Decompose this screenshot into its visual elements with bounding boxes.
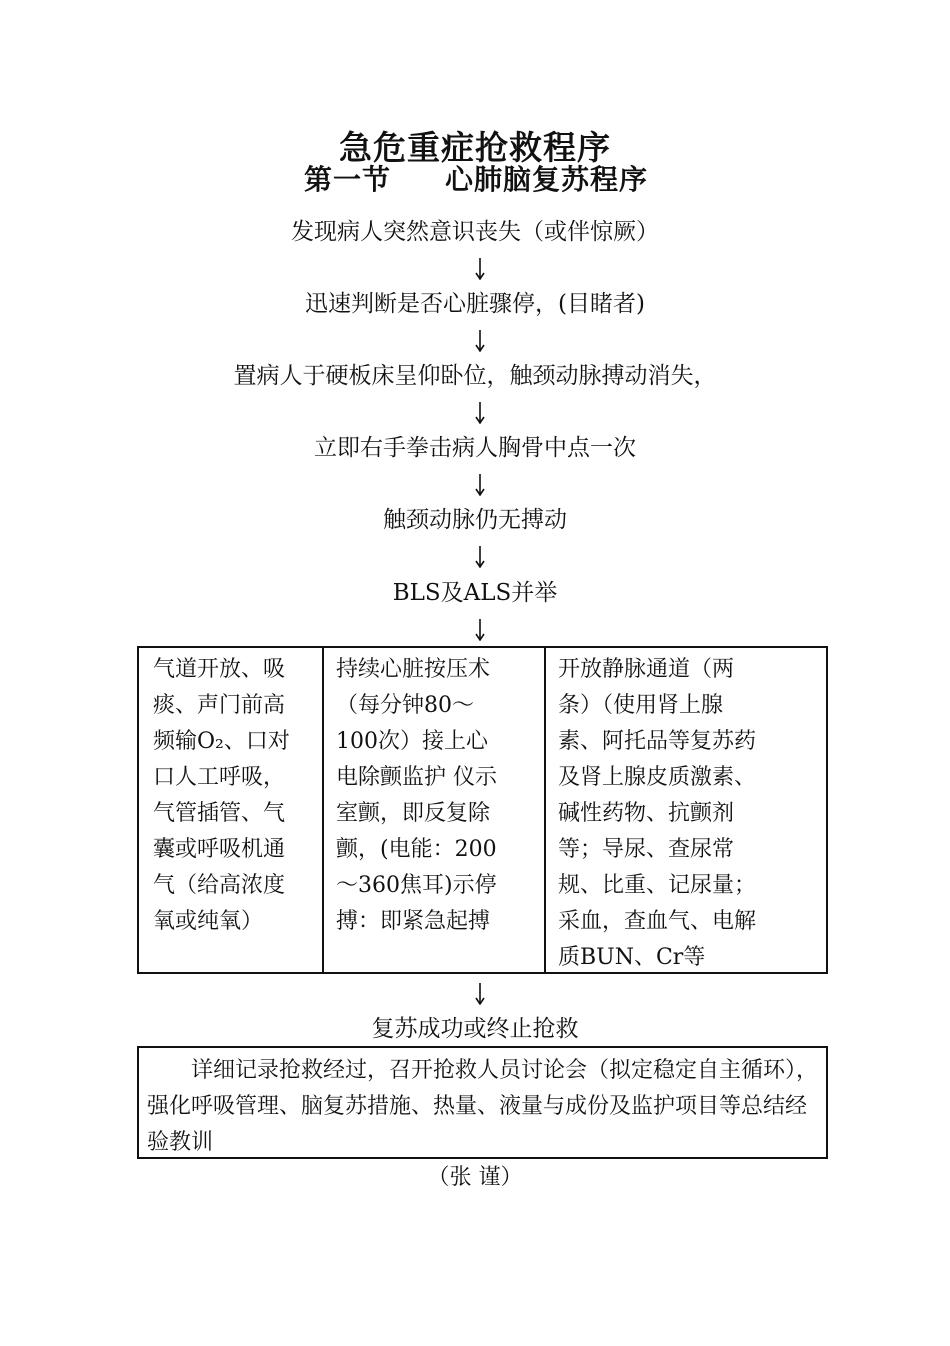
flow-step-6: BLS及ALS并举: [392, 580, 558, 606]
flow-step-2: 迅速判断是否心脏骤停，(目睹者): [305, 291, 645, 317]
author-signature: （张 谨）: [427, 1165, 523, 1190]
airway-breathing-cell: 气道开放、吸 痰、声门前高 频输O₂、口对 口人工呼吸， 气管插管、气 囊或呼吸机通 气（给高浓度 氧或纯氧）: [153, 657, 290, 934]
section-number: 第一节: [304, 163, 392, 196]
iv-drug-cell: 开放静脉通道（两 条）（使用肾上腺 素、阿托品等复苏药 及肾上腺皮质激素、 碱性药物、抗颤剂 等；导尿、查尿常 规、比重、记尿量； 采血，查血气、电解 质BUN、Cr等: [558, 657, 757, 970]
flow-step-1: 发现病人突然意识丧失（或伴惊厥）: [291, 219, 659, 245]
resuscitation-actions-table: [137, 646, 828, 974]
down-arrow-icon: [474, 474, 486, 496]
cardiac-compression-cell: 持续心脏按压术 （每分钟80～ 100次）接上心 电除颤监护 仪示 室颤，即反复除 颤，(电能：200 ～360焦耳)示停 搏：即紧急起搏: [336, 657, 497, 934]
flow-step-4: 立即右手拳击病人胸骨中点一次: [314, 435, 636, 461]
down-arrow-icon: [474, 619, 486, 641]
down-arrow-icon: [474, 983, 486, 1005]
final-outcome: 复苏成功或终止抢救: [371, 1016, 579, 1042]
document-title: 急危重症抢救程序: [339, 128, 611, 168]
down-arrow-icon: [474, 402, 486, 424]
flow-step-5: 触颈动脉仍无搏动: [383, 507, 567, 533]
flow-step-3: 置病人于硬板床呈仰卧位，触颈动脉搏动消失，: [233, 363, 717, 389]
summary-box: [137, 1046, 828, 1159]
section-title: 心肺脑复苏程序: [445, 163, 649, 196]
down-arrow-icon: [474, 546, 486, 568]
down-arrow-icon: [474, 330, 486, 352]
summary-text: 详细记录抢救经过，召开抢救人员讨论会（拟定稳定自主循环），强化呼吸管理、脑复苏措施、热量、液量与成份及监护项目等总结经验教训: [147, 1058, 819, 1155]
down-arrow-icon: [474, 258, 486, 280]
